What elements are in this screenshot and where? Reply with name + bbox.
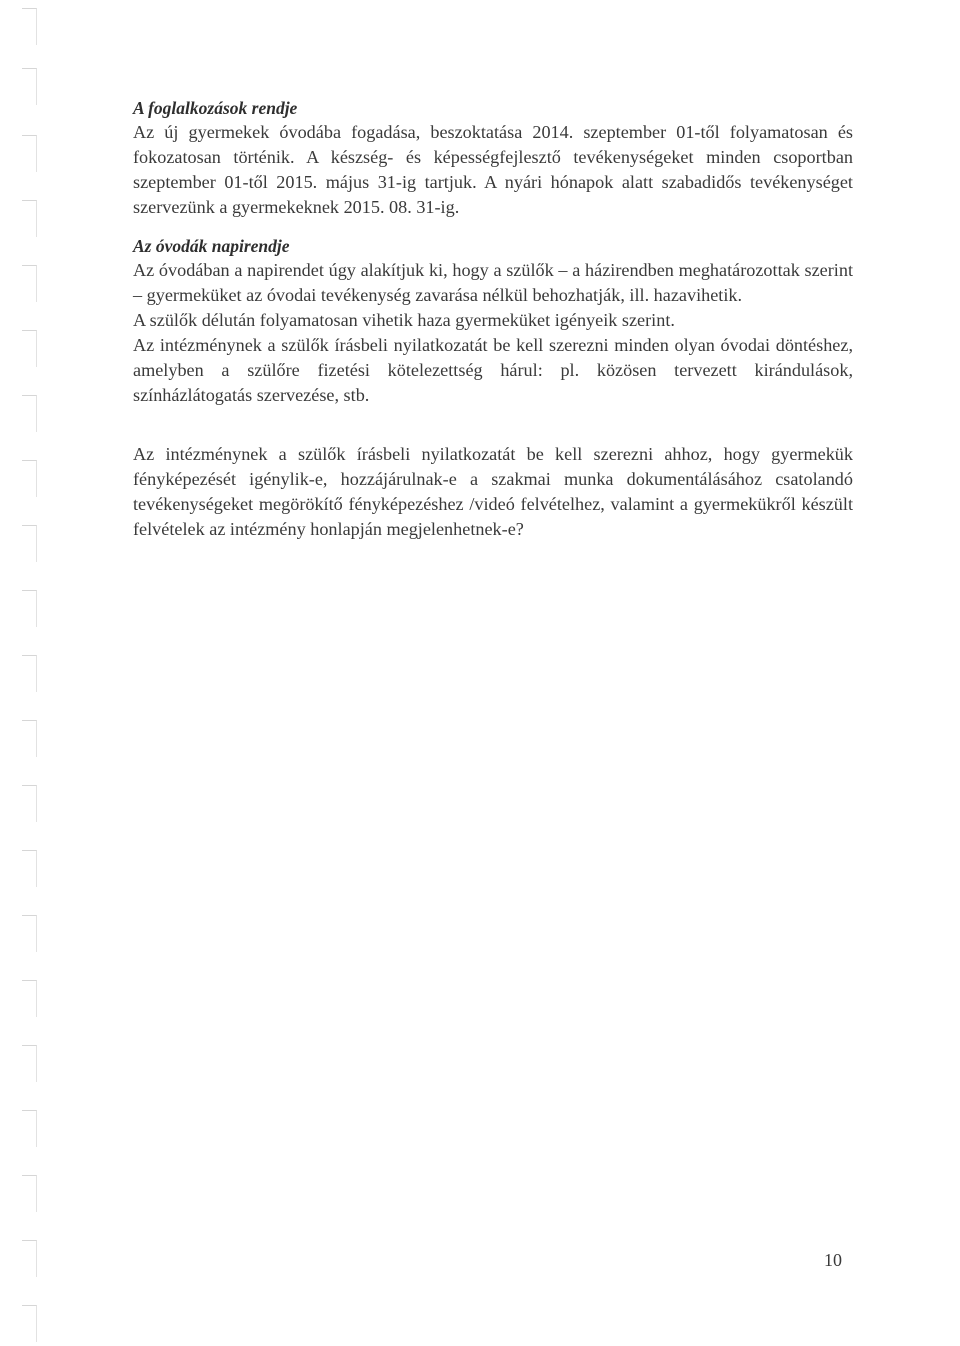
edge-mark [22, 395, 37, 432]
edge-mark [22, 330, 37, 367]
edge-mark [22, 200, 37, 237]
edge-mark [22, 1305, 37, 1342]
edge-mark [22, 1175, 37, 1212]
paragraph: Az intézménynek a szülők írásbeli nyilatkozatát be kell szerezni ahhoz, hogy gyermekük fényképezését igénylik-e, hozzájárulnak-e a szakmai munka dokumentálásához csatolandó tevékenységeket megörökítő fényképezéshez /videó felvételhez, valamint a gyermekükről készült felvételek az intézmény honlapján megjelenhetnek-e? [133, 444, 853, 539]
page-number: 10 [824, 1250, 842, 1270]
edge-mark [22, 1045, 37, 1082]
edge-mark [22, 850, 37, 887]
edge-mark [22, 1110, 37, 1147]
edge-mark [22, 135, 37, 172]
edge-mark [22, 265, 37, 302]
edge-mark [22, 655, 37, 692]
edge-mark [22, 68, 37, 105]
section-ovodak-napirendje [133, 234, 853, 408]
edge-mark [22, 915, 37, 952]
section-fenykepezes-nyilatkozat [133, 442, 853, 542]
edge-mark [22, 720, 37, 757]
edge-mark [22, 460, 37, 497]
section-foglalkozasok-rendje [133, 96, 853, 220]
paragraph: Az intézménynek a szülők írásbeli nyilatkozatát be kell szerezni minden olyan óvodai döntéshez, amelyben a szülőre fizetési kötelezettség hárul: pl. közösen tervezett kirándulások, színházlátogatás szervezése, stb. [133, 335, 853, 405]
paragraph: Az új gyermekek óvodába fogadása, beszoktatása 2014. szeptember 01-től folyamatosan és fokozatosan történik. A készség- és képességfejlesztő tevékenységeket minden csoportban szeptember 01-től 2015. május 31-ig tartjuk. A nyári hónapok alatt szabadidős tevékenységet szervezünk a gyermekeknek 2015. 08. 31-ig. [133, 122, 853, 217]
edge-mark [22, 525, 37, 562]
scan-edge-marks [0, 0, 40, 1346]
edge-mark [22, 590, 37, 627]
paragraph: A szülők délután folyamatosan vihetik haza gyermeküket igényeik szerint. [133, 310, 675, 330]
section-heading: Az óvodák napirendje [133, 236, 290, 256]
section-heading: A foglalkozások rendje [133, 98, 298, 118]
paragraph: Az óvodában a napirendet úgy alakítjuk ki, hogy a szülők – a házirendben meghatározottak szerint – gyermeküket az óvodai tevékenység zavarása nélkül behozhatják, ill. hazavihetik. [133, 260, 853, 305]
edge-mark [22, 8, 37, 45]
edge-mark [22, 1240, 37, 1277]
edge-mark [22, 785, 37, 822]
document-body [133, 96, 853, 542]
edge-mark [22, 980, 37, 1017]
